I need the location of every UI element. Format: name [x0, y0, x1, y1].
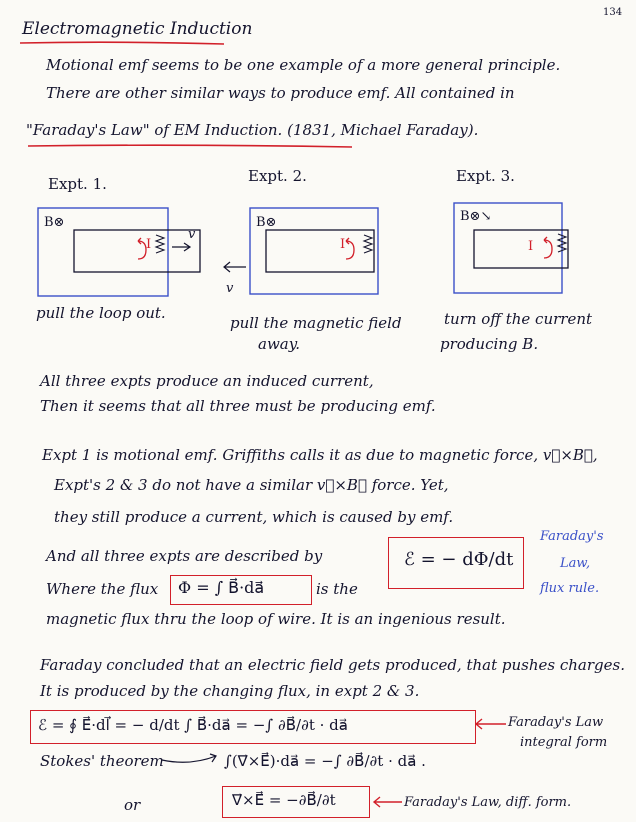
faraday-underline [26, 143, 356, 149]
text-line: Faraday concluded that an electric field gets produced, that pushes charges. [40, 656, 625, 674]
flux-rule-note: flux rule. [540, 581, 600, 596]
field-label: B⊗ [44, 215, 65, 230]
current-label: I [340, 237, 346, 252]
expt1-caption: pull the loop out. [36, 304, 166, 322]
integral-form-note: integral form [520, 735, 608, 750]
expt2-caption: pull the magnetic field [230, 314, 402, 332]
stokes-label: Stokes' theorem [40, 752, 164, 770]
text-line: they still produce a current, which is caused by emf. [54, 508, 454, 526]
expt3-caption: producing B. [440, 335, 539, 353]
field-label: B⊗ [256, 215, 277, 230]
integral-form-note: Faraday's Law [508, 715, 604, 730]
text-line: All three expts produce an induced current, [40, 372, 374, 390]
expt2-caption: away. [258, 335, 300, 353]
flux-definition: Φ = ∫ B⃗·da⃗ [178, 578, 265, 597]
arrow-icon [160, 748, 220, 770]
flux-rule-note: Faraday's [540, 529, 604, 544]
expt-label: Expt. 3. [456, 167, 515, 185]
page-title: Electromagnetic Induction [22, 19, 253, 39]
page-number: 134 [603, 7, 623, 18]
text-line: Expt's 2 & 3 do not have a similar v⃗×B⃗ force. Yet, [54, 476, 449, 494]
text-line: Where the flux [46, 580, 159, 598]
intro-line: "Faraday's Law" of EM Induction. (1831, Michael Faraday). [26, 121, 479, 139]
current-label: I [528, 239, 534, 254]
differential-form-note: Faraday's Law, diff. form. [404, 795, 572, 810]
flux-rule-note: Law, [560, 556, 591, 571]
velocity-label: v [226, 281, 234, 296]
or-label: or [124, 796, 141, 814]
differential-form-equation: ∇⃗×E⃗ = −∂B⃗/∂t [232, 791, 336, 809]
field-label: B⊗↘ [460, 209, 492, 224]
expt3-caption: turn off the current [444, 310, 593, 328]
expt2-diagram [218, 205, 398, 300]
arrow-icon [472, 714, 508, 734]
current-label: I [146, 237, 152, 252]
text-line: It is produced by the changing flux, in expt 2 & 3. [40, 682, 420, 700]
expt-label: Expt. 2. [248, 167, 307, 185]
text-line: Then it seems that all three must be producing emf. [40, 397, 436, 415]
intro-line: There are other similar ways to produce emf. All contained in [46, 84, 515, 102]
text-line: Expt 1 is motional emf. Griffiths calls it as due to magnetic force, v⃗×B⃗, [42, 446, 598, 464]
arrow-icon [370, 792, 404, 812]
integral-form-equation: ℰ = ∮ E⃗·dl⃗ = − d/dt ∫ B⃗·da⃗ = −∫ ∂B⃗/∂t · da⃗ [38, 716, 348, 734]
text-line: magnetic flux thru the loop of wire. It is an ingenious result. [46, 610, 506, 628]
stokes-equation: ∫(∇⃗×E⃗)·da⃗ = −∫ ∂B⃗/∂t · da⃗ . [224, 752, 426, 770]
text-line: is the [316, 580, 358, 598]
flux-rule-equation: ℰ = − dΦ/dt [404, 549, 514, 570]
text-line: And all three expts are described by [46, 547, 323, 565]
velocity-label: v [188, 227, 196, 242]
expt-label: Expt. 1. [48, 175, 107, 193]
title-underline [18, 40, 228, 46]
intro-line: Motional emf seems to be one example of a more general principle. [46, 56, 561, 74]
